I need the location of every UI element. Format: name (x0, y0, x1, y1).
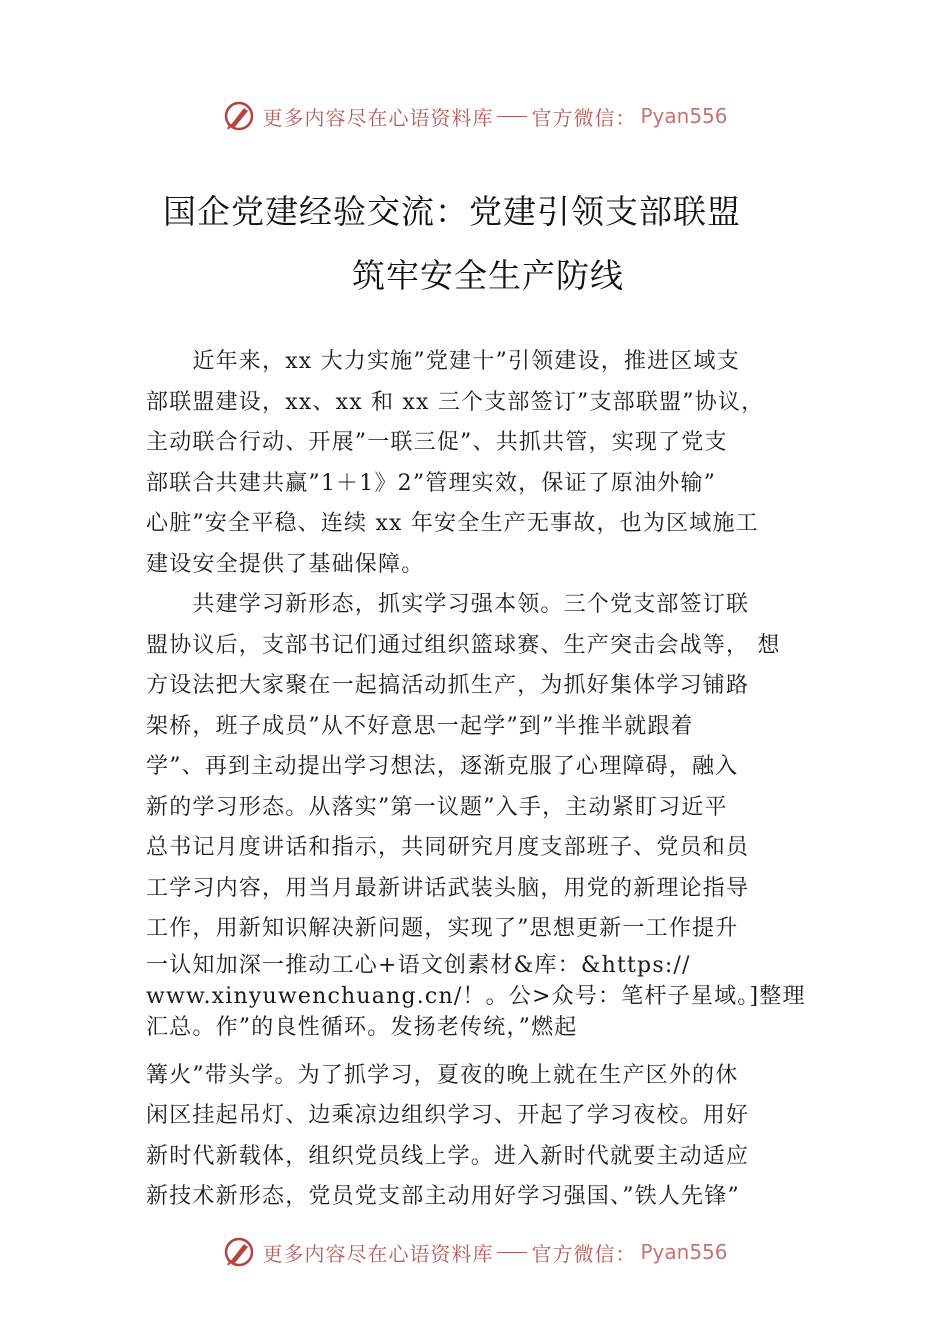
body-line: 新时代新载体，组织党员线上学。进入新时代就要主动适应 (146, 1143, 750, 1169)
footer-banner-divider (497, 1252, 527, 1253)
body-line: 工作，用新知识解决新问题，实现了”思想更新一工作提升 (146, 916, 739, 941)
article-body (146, 342, 811, 1218)
body-line: 工学习内容，用当月最新讲话武装头脑，用党的新理论指导 (146, 875, 750, 901)
pen-logo-icon (222, 99, 256, 133)
pen-logo-icon (222, 1235, 256, 1269)
body-line: 部联盟建设，xx、xx 和 xx 三个支部签订”支部联盟”协议， (146, 389, 765, 415)
body-line: 心脏”安全平稳、连续 xx 年安全生产无事故，也为区域施工 (146, 511, 759, 536)
header-banner-text: 更多内容尽在心语资料库 (262, 105, 494, 130)
body-line: 学”、再到主动提出学习想法，逐渐克服了心理障碍，融入 (146, 754, 739, 779)
body-line: 篝火”带头学。为了抓学习，夏夜的晚上就在生产区外的休 (146, 1062, 739, 1088)
body-line: 共建学习新形态，抓实学习强本领。三个党支部签订联 (146, 592, 750, 617)
body-line: 方设法把大家聚在一起搞活动抓生产，为抓好集体学习铺路 (146, 673, 750, 698)
header-wechat-label: 官方微信： (531, 105, 637, 130)
body-line: 新的学习形态。从落实”第一议题”入手，主动紧盯习近平 (146, 794, 728, 820)
paragraph-gap (146, 1043, 811, 1056)
body-line: 总书记月度讲话和指示，共同研究月度支部班子、党员和员 (146, 835, 750, 860)
header-wechat-id: Pyan556 (640, 104, 728, 128)
footer-banner-text: 更多内容尽在心语资料库 (262, 1241, 494, 1266)
footer-wechat-id: Pyan556 (640, 1240, 728, 1264)
page-title-line-1: 国企党建经验交流：党建引领支部联盟 (163, 192, 741, 231)
body-line: 近年来，xx 大力实施”党建十”引领建设，推进区域支 (146, 349, 740, 374)
body-line: 部联合共建共赢”1＋1》2”管理实效，保证了原油外输” (146, 470, 717, 496)
body-line: 闲区挂起吊灯、边乘凉边组织学习、开起了学习夜校。用好 (146, 1103, 750, 1128)
body-line: www.xinyuwenchuang.cn/！。公>众号：笔杆子星域。]整理 (146, 983, 806, 1009)
footer-wechat-label: 官方微信： (531, 1241, 637, 1266)
body-line: 主动联合行动、开展”一联三促”、共抓共管，实现了党支 (146, 430, 728, 455)
body-line: 架桥，班子成员”从不好意思一起学”到”半推半就跟着 (146, 713, 694, 739)
header-banner-divider (497, 116, 527, 117)
page-title-line-2: 筑牢安全生产防线 (352, 256, 624, 295)
header-banner (0, 96, 950, 136)
body-line: 盟协议后，支部书记们通过组织篮球赛、生产突击会战等， 想 (146, 632, 781, 658)
body-line: 建设安全提供了基础保障。 (146, 551, 425, 577)
body-line: 一认知加深一推动工心+语文创素材&库：&https:// (146, 952, 691, 978)
body-line: 新技术新形态，党员党支部主动用好学习强国、”铁人先锋” (146, 1184, 740, 1209)
footer-banner (0, 1232, 950, 1272)
body-line: 汇总。作”的良性循环。发扬老传统，”燃起 (146, 1014, 578, 1040)
